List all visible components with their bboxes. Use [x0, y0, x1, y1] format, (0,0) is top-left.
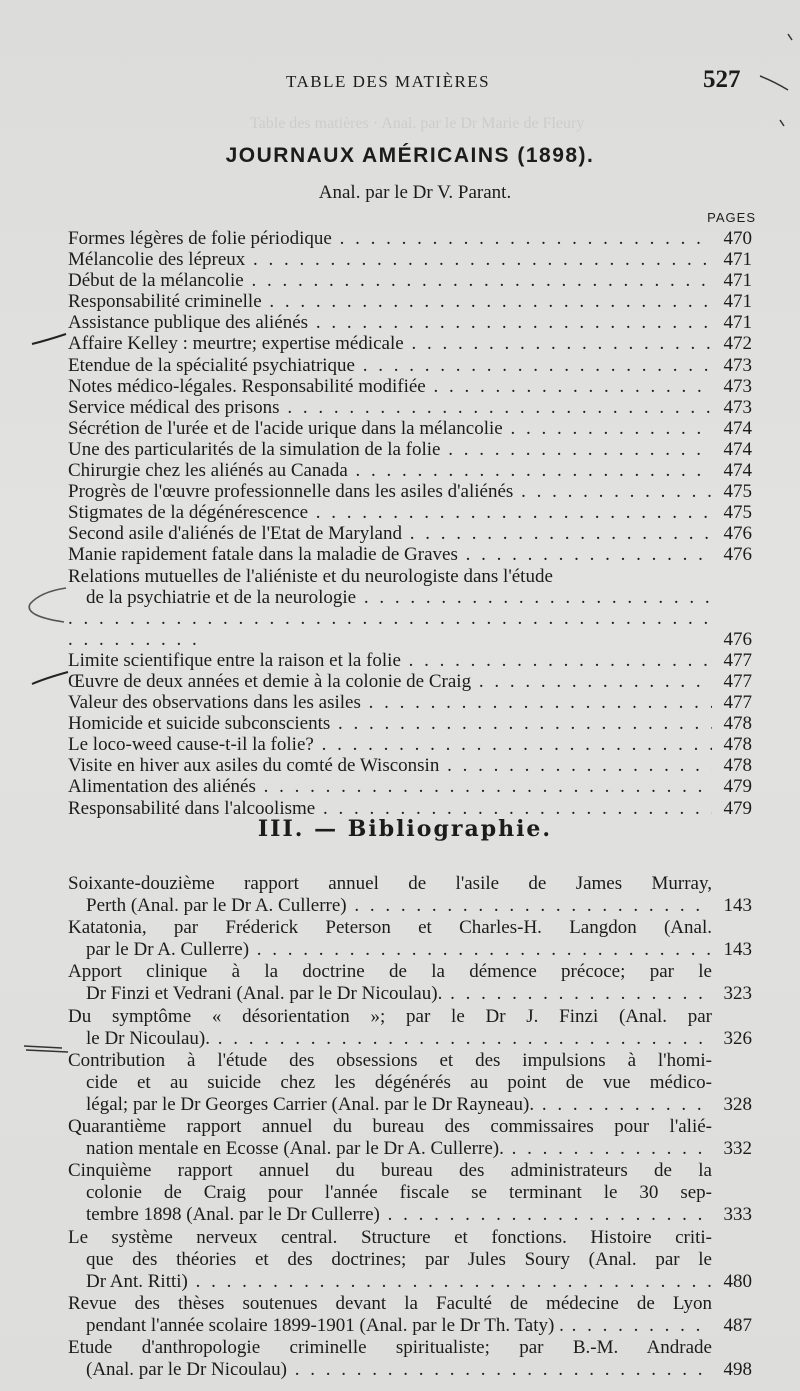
toc-entry-page: 474	[723, 417, 752, 439]
bibliography-entry	[68, 873, 752, 917]
bibliography-entry	[68, 1293, 752, 1337]
bibliography-entry-line: cide et au suicide chez les dégénérés au point de vue médico-	[86, 1071, 712, 1093]
bibliography-entry-line: que des théories et des doctrines; par Jules Soury (Anal. par le	[86, 1248, 712, 1270]
bibliography-entry	[68, 1116, 752, 1160]
bibliography-entry-line: (Anal. par le Dr Nicoulau) . . .	[68, 1359, 712, 1381]
bibliography-entry-page: 487	[723, 1314, 752, 1336]
bibliography-entry-line: tembre 1898 (Anal. par le Dr Cullerre) . . .	[68, 1204, 712, 1226]
toc-entry-page: 471	[723, 291, 752, 313]
bibliography-entry-title	[68, 1006, 712, 1050]
bibliography-entry-page: 332	[723, 1138, 752, 1160]
toc-entry	[68, 713, 752, 734]
bibliography-entry-line: Dr Ant. Ritti) . . .	[68, 1271, 712, 1293]
toc-entry-title: Œuvre de deux années et demie à la colonie de Craig . . .	[68, 671, 712, 692]
toc-entry-page: 473	[723, 375, 752, 397]
page-number: 527	[703, 66, 741, 93]
toc-entry	[68, 481, 752, 502]
bibliography-entry	[68, 961, 752, 1005]
toc-entry-page: 478	[723, 755, 752, 777]
bibliography-entry-line: Cinquième rapport annuel du bureau des administrateurs de la	[68, 1160, 712, 1182]
toc-entry-title: Visite en hiver aux asiles du comté de Wisconsin . . .	[68, 755, 712, 776]
bibliography-entry-page: 480	[723, 1270, 752, 1292]
toc-entry-title: Stigmates de la dégénérescence . . .	[68, 502, 712, 523]
toc-entry-title: Mélancolie des lépreux . . .	[68, 249, 712, 270]
toc-entry-title: Sécrétion de l'urée et de l'acide urique dans la mélancolie . . .	[68, 418, 712, 439]
toc-entry	[68, 523, 752, 544]
toc-entry-page: 471	[723, 312, 752, 334]
bibliography-entry-line: par le Dr A. Cullerre) . . .	[68, 939, 712, 961]
toc-entry-page: 476	[723, 523, 752, 545]
bibliography-entry	[68, 1227, 752, 1293]
toc-entry-title: Notes médico-légales. Responsabilité modifiée . . .	[68, 376, 712, 397]
toc-entry-title: Assistance publique des aliénés . . .	[68, 312, 712, 333]
toc-entry-title: Progrès de l'œuvre professionnelle dans les asiles d'aliénés . . .	[68, 481, 712, 502]
bibliography-entry-page: 323	[723, 983, 752, 1005]
toc-entry	[68, 376, 752, 397]
toc-entry	[68, 692, 752, 713]
toc-entry-title: Formes légères de folie périodique . . .	[68, 228, 712, 249]
bibliography-entry-title	[68, 1116, 712, 1160]
toc-entry	[68, 418, 752, 439]
pencil-bracket-icon	[20, 586, 80, 626]
bibliography-entry-title	[68, 917, 712, 961]
toc-entry	[68, 544, 752, 565]
toc-entry-page: 470	[723, 228, 752, 249]
toc-journaux-list	[68, 228, 752, 819]
bibliography-entry-line: le Dr Nicoulau). . . .	[68, 1028, 712, 1050]
toc-entry	[68, 671, 752, 692]
bibliography-entry-title	[68, 1050, 712, 1116]
bibliography-entry-line: Quarantième rapport annuel du bureau des commissaires pour l'alié-	[68, 1116, 712, 1138]
toc-entry	[68, 397, 752, 418]
toc-entry-page: 476	[723, 544, 752, 566]
toc-entry-page: 475	[723, 502, 752, 524]
bibliography-entry-title	[68, 873, 712, 917]
toc-entry-page: 473	[723, 354, 752, 376]
toc-entry-title: Une des particularités de la simulation de la folie . . .	[68, 439, 712, 460]
pages-column-label: PAGES	[707, 210, 756, 225]
bibliography-entry	[68, 1160, 752, 1226]
running-head	[0, 66, 800, 96]
bibliography-entry-line: Katatonia, par Fréderick Peterson et Charles-H. Langdon (Anal.	[68, 917, 712, 939]
toc-entry-title: Alimentation des aliénés . . .	[68, 776, 712, 797]
toc-entry-title: Chirurgie chez les aliénés au Canada . . .	[68, 460, 712, 481]
toc-entry-page: 478	[723, 713, 752, 735]
bibliography-entry-page: 498	[723, 1359, 752, 1381]
toc-entry	[68, 650, 752, 671]
section-title-journaux: JOURNAUX AMÉRICAINS (1898).	[225, 144, 595, 167]
bibliography-entry-page: 143	[723, 939, 752, 961]
toc-entry-title: Responsabilité dans l'alcoolisme . . .	[68, 798, 712, 819]
toc-entry-title: Responsabilité criminelle . . .	[68, 291, 712, 312]
bibliography-entry-line: Dr Finzi et Vedrani (Anal. par le Dr Nicoulau). . . .	[68, 983, 712, 1005]
toc-entry	[68, 439, 752, 460]
pencil-mark-icon	[22, 1040, 72, 1056]
bibliography-entry-title	[68, 1337, 712, 1381]
toc-entry	[68, 502, 752, 523]
toc-entry-title: Limite scientifique entre la raison et la folie . . .	[68, 650, 712, 671]
bibliography-entry-line: Contribution à l'étude des obsessions et des impulsions à l'homi-	[68, 1049, 712, 1071]
toc-entry-page: 473	[723, 396, 752, 418]
toc-entry	[68, 312, 752, 333]
toc-bibliographie-list	[68, 873, 752, 1381]
pencil-mark-icon	[30, 330, 70, 350]
toc-entry-page: 478	[723, 734, 752, 756]
bibliography-entry-page: 326	[723, 1027, 752, 1049]
bibliography-entry-line: Etude d'anthropologie criminelle spiritualiste; par B.-M. Andrade	[68, 1336, 712, 1358]
bibliography-entry-line: Soixante-douzième rapport annuel de l'asile de James Murray,	[68, 873, 712, 894]
bibliography-entry-title	[68, 1293, 712, 1337]
toc-entry-page: 474	[723, 438, 752, 460]
toc-entry-title: Manie rapidement fatale dans la maladie de Graves . . .	[68, 544, 712, 565]
pencil-mark-icon	[30, 668, 70, 688]
bleed-through-text: Table des matières · Anal. par le Dr Marie de Fleury	[250, 115, 585, 132]
toc-entry-title: Valeur des observations dans les asiles . . .	[68, 692, 712, 713]
toc-entry	[68, 228, 752, 249]
toc-entry-page: 479	[723, 776, 752, 798]
bibliography-entry	[68, 1050, 752, 1116]
bibliography-entry-line: Du symptôme « désorientation »; par le Dr J. Finzi (Anal. par	[68, 1005, 712, 1027]
bibliography-entry	[68, 1337, 752, 1381]
toc-entry	[68, 355, 752, 376]
toc-entry-page: 472	[723, 333, 752, 355]
toc-entry-page: 475	[723, 481, 752, 503]
bibliography-entry-line: légal; par le Dr Georges Carrier (Anal. par le Dr Rayneau). . . .	[68, 1094, 712, 1116]
bibliography-entry-title	[68, 961, 712, 1005]
toc-entry-title: Homicide et suicide subconscients . . .	[68, 713, 712, 734]
toc-entry-page: 471	[723, 249, 752, 271]
bibliography-entry-page: 328	[723, 1093, 752, 1115]
bibliography-entry-line: Perth (Anal. par le Dr A. Cullerre) . . .	[68, 895, 712, 917]
bibliography-entry-title	[68, 1227, 712, 1293]
bibliography-entry-line: colonie de Craig pour l'année fiscale se terminant le 30 sep-	[86, 1182, 712, 1204]
section-title-bibliographie: III. — Bibliographie.	[257, 816, 553, 842]
toc-entry-title: Etendue de la spécialité psychiatrique . . .	[68, 355, 712, 376]
toc-entry-line: Relations mutuelles de l'aliéniste et du neurologiste dans l'étude	[68, 565, 553, 587]
section-analyst: Anal. par le Dr V. Parant.	[318, 182, 512, 203]
bibliography-entry-line: nation mentale en Ecosse (Anal. par le Dr A. Cullerre). . . .	[68, 1138, 712, 1160]
bibliography-entry	[68, 1006, 752, 1050]
bibliography-entry-line: Apport clinique à la doctrine de la démence précoce; par le	[68, 961, 712, 983]
toc-entry-page: 477	[723, 692, 752, 714]
bibliography-entry	[68, 917, 752, 961]
toc-entry-page: 477	[723, 649, 752, 671]
toc-entry-page: 479	[723, 797, 752, 819]
toc-entry-title	[68, 566, 712, 650]
bibliography-entry-page: 143	[723, 895, 752, 917]
bibliography-entry-title	[68, 1160, 712, 1226]
toc-entry-page: 474	[723, 460, 752, 482]
bibliography-entry-line: Le système nerveux central. Structure et fonctions. Histoire criti-	[68, 1226, 712, 1248]
toc-entry-title: Affaire Kelley : meurtre; expertise médicale . . .	[68, 333, 712, 354]
toc-entry	[68, 755, 752, 776]
toc-entry	[68, 249, 752, 270]
toc-entry	[68, 291, 752, 312]
toc-entry	[68, 734, 752, 755]
toc-entry-page: 477	[723, 670, 752, 692]
corner-mark-icon	[750, 30, 795, 130]
toc-entry-title: Le loco-weed cause-t-il la folie? . . .	[68, 734, 712, 755]
toc-entry-title: Second asile d'aliénés de l'Etat de Maryland . . .	[68, 523, 712, 544]
running-title: TABLE DES MATIÈRES	[286, 72, 491, 91]
toc-entry	[68, 333, 752, 354]
bibliography-entry-line: Revue des thèses soutenues devant la Faculté de médecine de Lyon	[68, 1292, 712, 1314]
toc-entry-page: 476	[723, 628, 752, 650]
bibliography-entry-page: 333	[723, 1204, 752, 1226]
toc-entry	[68, 566, 752, 650]
toc-entry-line: de la psychiatrie et de la neurologie . . .	[68, 587, 712, 608]
toc-entry	[68, 270, 752, 291]
toc-entry	[68, 460, 752, 481]
toc-entry-title: Début de la mélancolie . . .	[68, 270, 712, 291]
bibliography-entry-line: pendant l'année scolaire 1899-1901 (Anal. par le Dr Th. Taty) . . . .	[68, 1315, 712, 1337]
toc-entry-page: 471	[723, 270, 752, 292]
toc-entry-title: Service médical des prisons . . .	[68, 397, 712, 418]
toc-entry	[68, 776, 752, 797]
